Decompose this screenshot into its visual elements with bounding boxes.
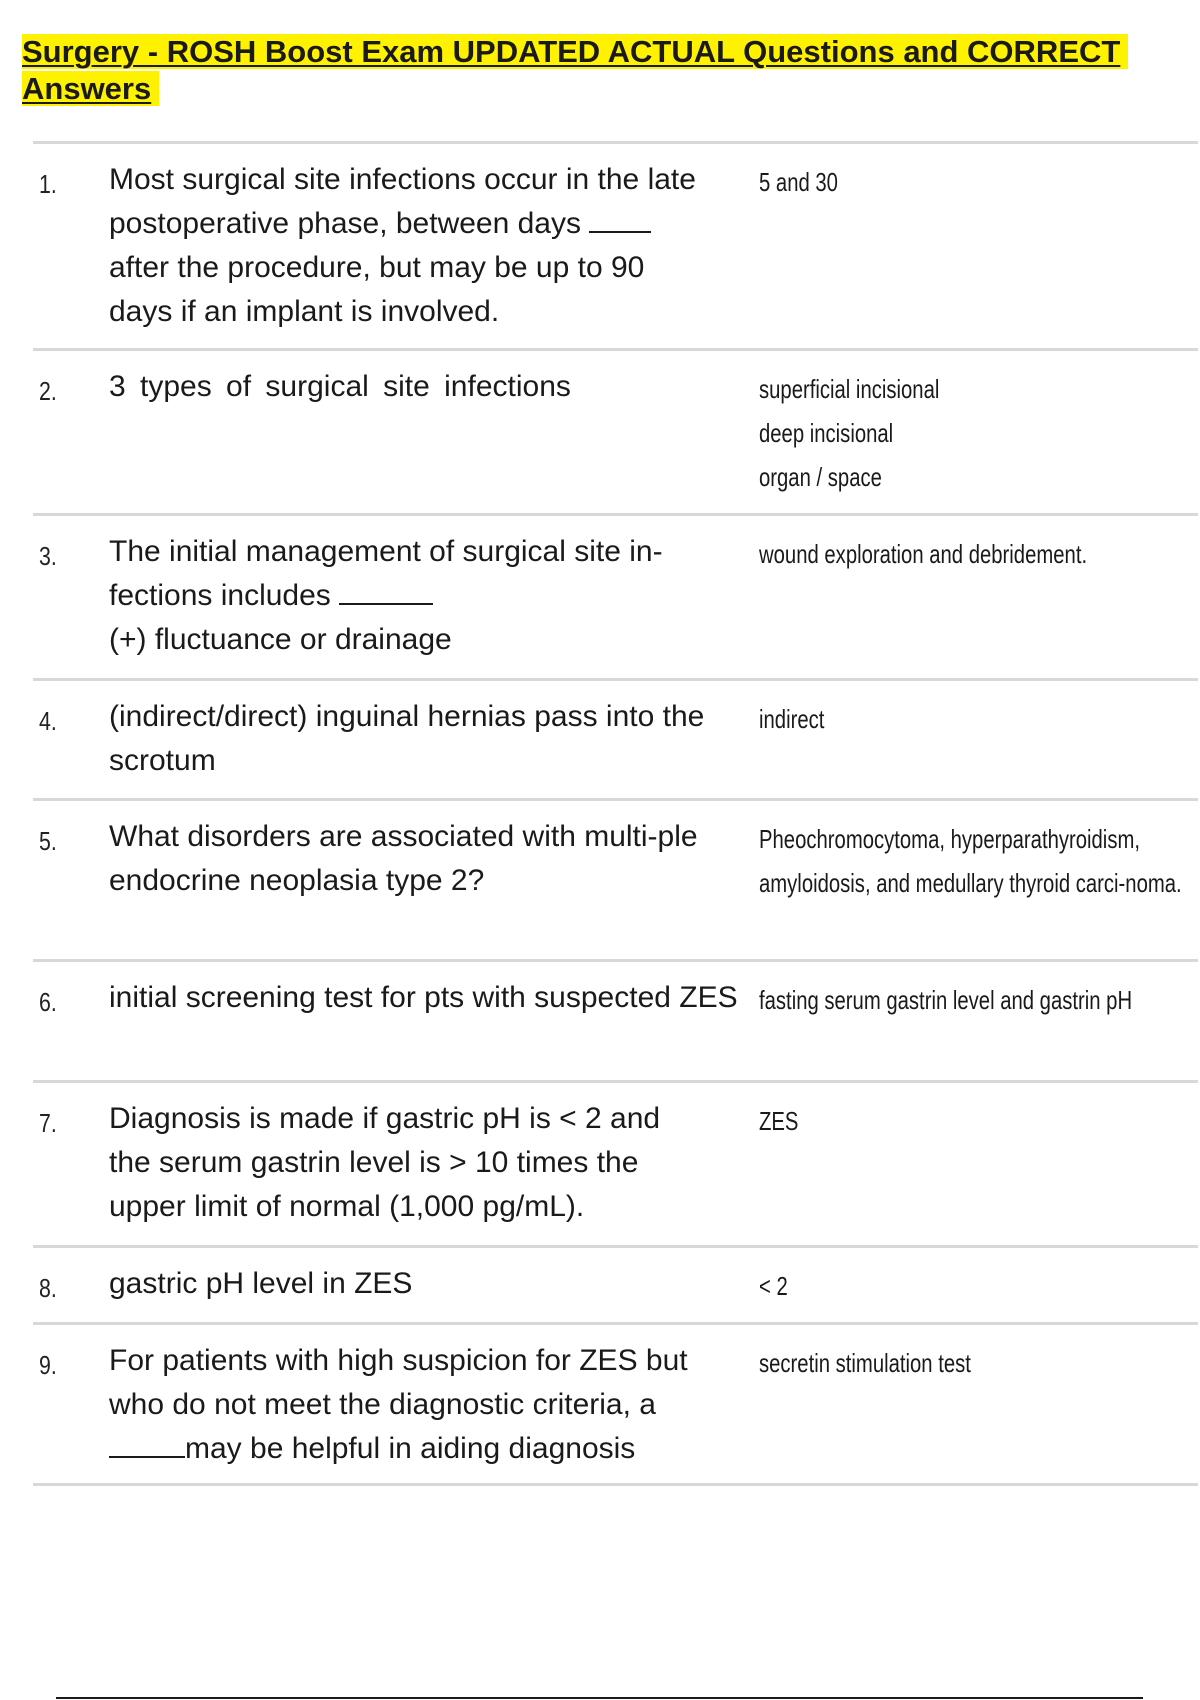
answer-text: indirect [759, 704, 825, 734]
question-text: initial screening test for pts with suspected ZES [109, 981, 738, 1014]
answer-text: < 2 [759, 1271, 788, 1301]
answer-text: superficial incisional deep incisional organ / space [759, 374, 940, 492]
answer-text: Pheochromocytoma, hyperparathyroidism, amyloidosis, and medullary thyroid carci-noma. [759, 824, 1182, 898]
question-number: 6. [39, 987, 57, 1017]
question-number: 4. [39, 706, 57, 736]
answer-blank [109, 1428, 185, 1458]
answer-text: wound exploration and debridement. [759, 539, 1088, 569]
question-text: Diagnosis is made if gastric pH is < 2 and the serum gastrin level is > 10 times the upper limit of normal (1,000 pg/mL). [109, 1102, 661, 1223]
answer-text: 5 and 30 [759, 167, 838, 197]
answer-blank [339, 575, 433, 605]
question-number: 7. [39, 1108, 57, 1138]
qa-row [33, 141, 1198, 348]
question-number: 3. [39, 541, 57, 571]
question-text: What disorders are associated with multi-ple endocrine neoplasia type 2? [109, 820, 698, 897]
question-text: 3 types of surgical site infections [109, 370, 571, 403]
qa-row [33, 959, 1198, 1080]
footer-rule [56, 1697, 1143, 1699]
question-number: 1. [39, 169, 57, 199]
document-title: Surgery - ROSH Boost Exam UPDATED ACTUAL Questions and CORRECT Answers [22, 33, 1182, 107]
qa-row [33, 1322, 1198, 1486]
question-text: Most surgical site infections occur in the late postoperative phase, between days after the procedure, but may be up to 90 days if an implant is involved. [109, 163, 696, 328]
question-number: 9. [39, 1350, 57, 1380]
question-text: gastric pH level in ZES [109, 1267, 413, 1300]
question-number: 8. [39, 1273, 57, 1303]
answer-text: secretin stimulation test [759, 1348, 971, 1378]
answer-text: ZES [759, 1106, 799, 1136]
question-number: 2. [39, 376, 57, 406]
qa-row [33, 1245, 1198, 1322]
qa-row [33, 798, 1198, 959]
qa-row [33, 678, 1198, 798]
answer-blank [589, 203, 651, 233]
qa-row [33, 1080, 1198, 1245]
question-text: The initial management of surgical site in-fections includes (+) fluctuance or drainage [109, 535, 663, 656]
qa-row [33, 513, 1198, 678]
question-text: (indirect/direct) inguinal hernias pass into the scrotum [109, 700, 705, 777]
question-number: 5. [39, 826, 57, 856]
question-text: For patients with high suspicion for ZES but who do not meet the diagnostic criteria, a may be helpful in aiding diagnosis [109, 1344, 688, 1465]
answer-text: fasting serum gastrin level and gastrin pH [759, 985, 1133, 1015]
qa-row [33, 348, 1198, 513]
qa-table [33, 141, 1198, 1486]
